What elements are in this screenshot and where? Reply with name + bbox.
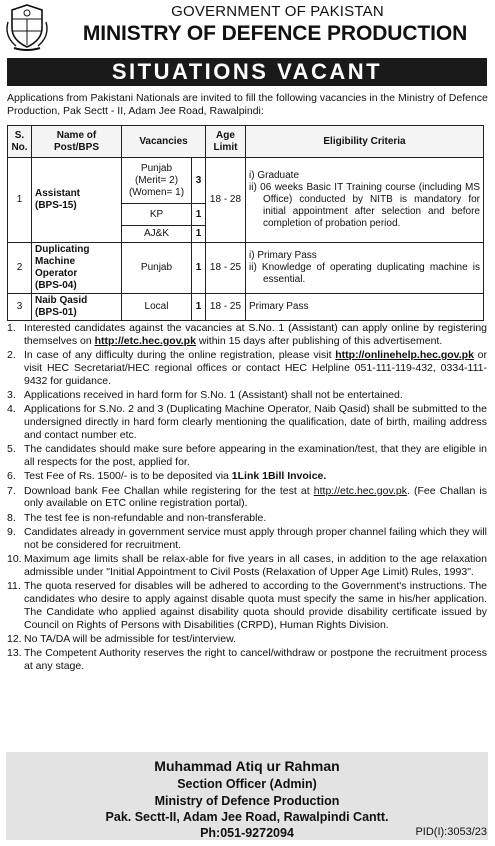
list-item: 9. Candidates already in government service must apply through proper channel failing which they will not be considered for recruitment. (7, 525, 487, 551)
row3-sno: 3 (8, 294, 32, 321)
header-criteria: Eligibility Criteria (246, 126, 484, 158)
pid-number: PID(I):3053/23 (415, 826, 487, 838)
header-sno: S. No. (8, 126, 32, 158)
row2-age: 18 - 25 (206, 243, 246, 294)
row1-vacancy-kp: KP (122, 204, 192, 226)
onlinehelp-link[interactable]: http://onlinehelp.hec.gov.pk (335, 349, 474, 362)
terms-list (7, 322, 487, 674)
row2-criteria-1: i) Primary Pass (249, 250, 317, 261)
row2-post-name: Duplicating Machine Operator (35, 244, 90, 279)
table-row (8, 158, 484, 204)
etc-portal-link[interactable]: http://etc.hec.gov.pk (94, 334, 196, 347)
row1-vacancy-ajk: AJ&K (122, 226, 192, 243)
row1-post (32, 158, 122, 243)
signatory-title: Section Officer (Admin) (177, 777, 317, 791)
row2-sno: 2 (8, 243, 32, 294)
row1-criteria-2: ii) 06 weeks Basic IT Training course (including MS Office) conducted by NITB is mandatory for initial appointment after selection and before completion of probation period. (249, 182, 480, 229)
list-item: 2. In case of any difficulty during the online registration, please visit http://onlinehelp.hec.gov.pk or visit HEC Secretariat/HEC regional offices or contact HEC Helpline 051-111-119-432, 0334-111-9432 for guidance. (7, 349, 487, 387)
list-item: 11. The quota reserved for disables will be adhered to according to the Government's instructions. The candidates who desire to apply against disable quota must specify the same in his/her application. The Candidate who applied against disability quota should provide disability certificate issued by Council on Rights of Persons with Disabilities (CRPD), Human Rights Division. (7, 580, 487, 631)
row3-vacancy-region: Local (122, 294, 192, 321)
row1-criteria (246, 158, 484, 243)
government-heading: GOVERNMENT OF PAKISTAN (171, 3, 384, 20)
row1-ajk-count: 1 (192, 226, 206, 243)
row1-punjab-count: 3 (192, 158, 206, 204)
signatory-address: Pak. Sectt-II, Adam Jee Road, Rawalpindi Cantt. (105, 810, 389, 824)
row3-post-name: Naib Qasid (35, 295, 88, 306)
row3-age: 18 - 25 (206, 294, 246, 321)
header-post: Name of Post/BPS (32, 126, 122, 158)
list-item: 7. Download bank Fee Challan while registering for the test at http://etc.hec.gov.pk. (Fee Challan is only available on ETC online registration portal). (7, 484, 487, 510)
row2-criteria-2: ii) Knowledge of operating duplicating machine is essential. (249, 262, 480, 285)
table-header-row (8, 126, 484, 158)
table-row (8, 294, 484, 321)
list-item: 12. No TA/DA will be admissible for test/interview. (7, 632, 237, 645)
row3-post (32, 294, 122, 321)
list-item: 10. Maximum age limits shall be relax-able for five years in all cases, in addition to the age relaxation admissible under "Initial Appointment to Civil Posts (Relaxation of Upper Age Limit) Rules, 1993". (7, 553, 487, 578)
row1-sno: 1 (8, 158, 32, 243)
list-item: 6. Test Fee of Rs. 1500/- is to be deposited via 1Link 1Bill Invoice. (7, 470, 327, 483)
header-vacancies: Vacancies (122, 126, 206, 158)
row2-count: 1 (192, 243, 206, 294)
list-item: 8. The test fee is non-refundable and non-transferable. (7, 511, 267, 524)
row1-punjab-merit: (Merit= 2) (134, 174, 179, 186)
state-emblem-icon (4, 2, 50, 52)
row3-criteria: Primary Pass (246, 294, 484, 321)
fee-challan-link[interactable]: http://etc.hec.gov.pk (313, 484, 407, 497)
row1-criteria-1: i) Graduate (249, 170, 300, 181)
row1-vacancy-punjab (122, 158, 192, 204)
header-age: Age Limit (206, 126, 246, 158)
vacancy-table (7, 125, 484, 321)
row1-punjab-label: Punjab (140, 162, 173, 174)
row1-post-bps: (BPS-15) (35, 200, 77, 211)
list-item: 4. Applications for S.No. 2 and 3 (Duplicating Machine Operator, Naib Qasid) shall be submitted to the undersigned directly in hard form clearly mentioning the qualification, date of birth, mailing address and contact number etc. (7, 403, 487, 441)
signatory-phone: Ph:051-9272094 (200, 826, 294, 840)
list-item: 13. The Competent Authority reserves the right to cancel/withdraw or postpone the recruitment process at any stage. (7, 647, 487, 672)
row3-count: 1 (192, 294, 206, 321)
row1-punjab-women: (Women= 1) (128, 186, 185, 198)
row2-post-bps: (BPS-04) (35, 280, 77, 291)
situations-vacant-banner: SITUATIONS VACANT (7, 58, 487, 86)
intro-paragraph: Applications from Pakistani Nationals are invited to fill the following vacancies in the Ministry of Defence Production, Pak Sectt - II, Adam Jee Road, Rawalpindi: (7, 92, 488, 117)
row1-age: 18 - 28 (206, 158, 246, 243)
signatory-name: Muhammad Atiq ur Rahman (154, 758, 340, 774)
row1-kp-count: 1 (192, 204, 206, 226)
row2-criteria (246, 243, 484, 294)
row1-post-name: Assistant (35, 188, 81, 199)
table-row (8, 243, 484, 294)
list-item: 3. Applications received in hard form for S.No. 1 (Assistant) shall not be entertained. (7, 388, 403, 401)
signatory-organization: Ministry of Defence Production (154, 794, 340, 808)
header (0, 0, 495, 60)
row2-post (32, 243, 122, 294)
list-item: 1. Interested candidates against the vacancies at S.No. 1 (Assistant) can apply online by registering themselves on http://etc.hec.gov.pk within 15 days after publishing of this advertisement. (7, 322, 487, 347)
list-item: 5. The candidates should make sure before appearing in the examination/test, that they are eligible in all respects for the post, applied for. (7, 443, 487, 468)
row2-vacancy-region: Punjab (122, 243, 192, 294)
ministry-heading: MINISTRY OF DEFENCE PRODUCTION (82, 22, 468, 45)
row3-post-bps: (BPS-01) (35, 307, 77, 318)
